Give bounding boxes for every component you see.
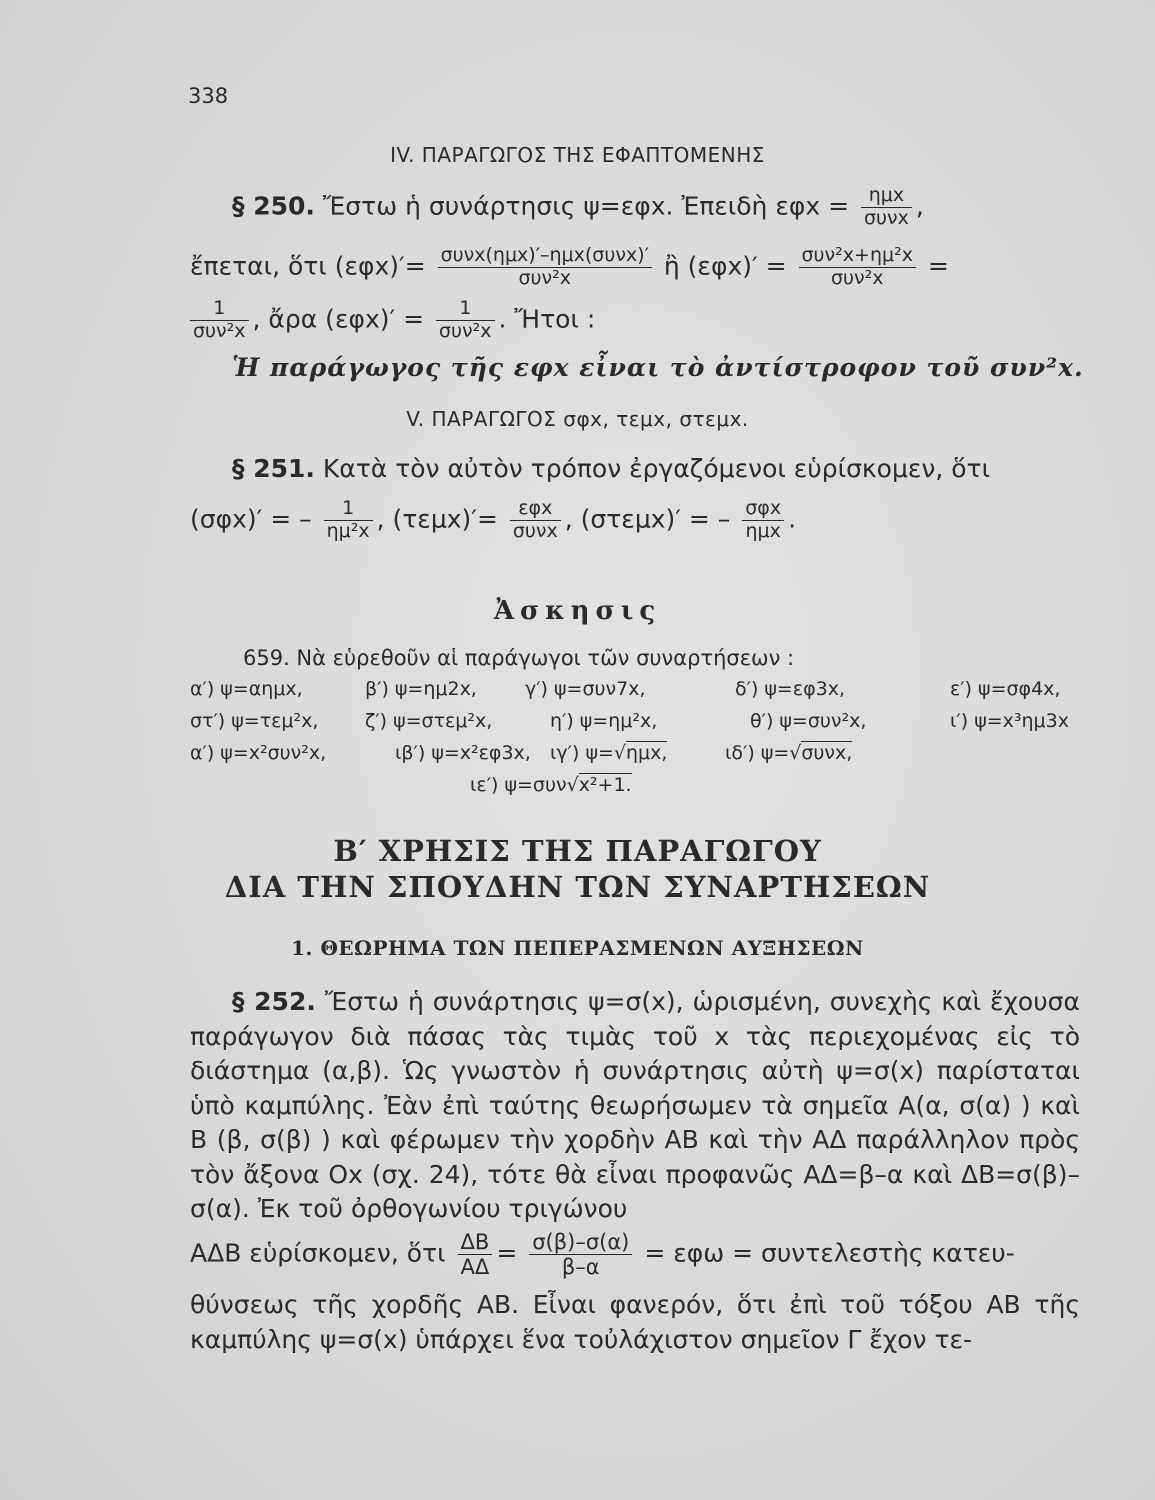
ex-a: α′) ψ=αημx, (190, 678, 303, 700)
sec-251-label: § 251. (232, 454, 315, 483)
theorem-statement: Ἡ παράγωγος τῆς εφx εἶναι τὸ ἀντίστροφον τοῦ συν²x. (232, 353, 1084, 382)
line3-mid: , ἄρα (εφx)′ = (252, 304, 425, 334)
sec-251-formulas (190, 498, 796, 543)
exercise-intro: 659. Νὰ εὑρεθοῦν αἱ παράγωγοι τῶν συναρτήσεων : (243, 646, 795, 670)
line2-eq: = (927, 251, 949, 281)
frac-sum-den: συν²x (830, 266, 884, 289)
ex-id-pre: ιδ′) ψ= (725, 742, 790, 764)
exercise-row-3 (190, 742, 852, 764)
ex-z: ζ′) ψ=στεμ²x, (365, 710, 493, 732)
line2-mid: ἢ (εφx)′ = (663, 251, 787, 281)
frac-csc-den: ημx (745, 519, 781, 542)
ex-id-radicand: συνx, (801, 742, 853, 764)
ex-ia: α′) ψ=x²συν²x, (190, 742, 327, 764)
sec-250-label: § 250. (232, 191, 315, 221)
frac-db-num: ΔΒ (458, 1230, 493, 1255)
frac-one-over-cos2 (190, 298, 249, 343)
frac-cot-num: 1 (324, 498, 373, 521)
frac-result (436, 298, 495, 343)
frac-quotient-num: συνx(ημx)′–ημx(συνx)′ (438, 245, 652, 268)
csc-pre: , (στεμx)′ = – (564, 504, 731, 534)
frac-one-num: 1 (190, 298, 249, 321)
frac-ad-den: ΑΔ (460, 1255, 490, 1280)
frac-tan-num: ημx (861, 185, 912, 208)
ex-ie-pre: ιε′) ψ=συν (470, 774, 567, 796)
sec-252-text2: θύνσεως τῆς χορδῆς ΑΒ. Εἶναι φανερόν, ὅτι ἐπὶ τοῦ τόξου ΑΒ τῆς καμπύλης ψ=σ(x) ὑπάρχει ἕνα τοὐλάχιστον σημεῖον Γ ἔχον τε- (190, 1290, 1080, 1354)
frac-cot-den: ημ²x (326, 519, 370, 542)
chapter-title-line2: ΔΙΑ ΤΗΝ ΣΠΟΥΔΗΝ ΤΩΝ ΣΥΝΑΡΤΗΣΕΩΝ (224, 870, 931, 904)
frac-slope (529, 1230, 632, 1279)
ex-st: στ′) ψ=τεμ²x, (190, 710, 319, 732)
ex-ig-radicand: ημx, (626, 742, 668, 764)
chapter-subtitle: 1. ΘΕΩΡΗΜΑ ΤΩΝ ΠΕΠΕΡΑΣΜΕΝΩΝ ΑΥΞΗΣΕΩΝ (291, 936, 864, 960)
exercise-row-4: ιε′) ψ=συν√x²+1. (470, 774, 632, 796)
sec-250-line1: § 250. Ἔστω ἡ συνάρτησις ψ=εφx. Ἐπειδὴ εφx = $\frac{\text{ημx}}{\text{συνx}}$ , (232, 184, 924, 229)
ex-e: ε′) ψ=σφ4x, (950, 678, 1061, 700)
eq-pre: ΑΔΒ εὑρίσκομεν, ὅτι (190, 1238, 446, 1268)
section-v-heading: V. ΠΑΡΑΓΩΓΟΣ σφx, τεμx, στεμx. (406, 407, 749, 431)
sec-252-text1: Ἔστω ἡ συνάρτησις ψ=σ(x), ὡρισμένη, συνεχὴς καὶ ἔχουσα παράγωγον διὰ πάσας τὰς τιμὰς τοῦ x τὰς περιεχομένας εἰς τὸ διάστημα (α,β). Ὡς γνωστὸν ἡ συνάρτησις αὐτὴ ψ=σ(x) παρίσταται ὑπὸ καμπύλης. Ἐὰν ἐπὶ ταύτης θεωρήσωμεν τὰ σημεῖα Α(α, σ(α) ) καὶ Β (β, σ(β) ) καὶ φέρωμεν τὴν χορδὴν ΑΒ καὶ τὴν ΑΔ παράλληλον πρὸς τὸν ἄξονα Οx (σχ. 24), τότε θὰ εἶναι προφανῶς ΑΔ=β–α καὶ ΔΒ=σ(β)–σ(α). Ἐκ τοῦ ὀρθογωνίου τριγώνου (190, 987, 1080, 1223)
frac-slope-num: σ(β)–σ(α) (529, 1230, 632, 1255)
sec-252-equation-line (190, 1230, 1015, 1279)
eq-equals: = (496, 1238, 518, 1268)
cot-pre: (σφx)′ = – (190, 504, 312, 534)
frac-sec (510, 498, 561, 543)
exercises-title: Ἀσκησις (493, 596, 662, 626)
sec-251-line1 (232, 454, 990, 483)
frac-slope-den: β–α (561, 1255, 600, 1280)
ex-ig: ιγ′) ψ=√ημx, (550, 742, 668, 764)
frac-result-den: συν²x (439, 319, 492, 342)
frac-csc (742, 498, 784, 543)
frac-sec-den: συνx (512, 519, 558, 542)
ex-ie-radicand: x²+1. (578, 774, 632, 796)
eq-post: = εφω = συντελεστὴς κατευ- (644, 1238, 1015, 1268)
ex-id: ιδ′) ψ=√συνx, (725, 742, 853, 764)
line2-pre: ἔπεται, ὅτι (εφx)′= (190, 251, 426, 281)
ex-ig-pre: ιγ′) ψ= (550, 742, 614, 764)
sec-250-line3 (190, 298, 595, 343)
sec-250-line2 (190, 245, 949, 290)
section-iv-heading: IV. ΠΑΡΑΓΩΓΟΣ ΤΗΣ ΕΦΑΠΤΟΜΕΝΗΣ (390, 143, 765, 167)
frac-result-num: 1 (436, 298, 495, 321)
ex-th: θ′) ψ=συν²x, (750, 710, 867, 732)
frac-one-den: συν²x (193, 319, 246, 342)
ex-i: ι′) ψ=x³ημ3x (950, 710, 1069, 732)
ex-c: γ′) ψ=συν7x, (525, 678, 646, 700)
chapter-title-line1: Β′ ΧΡΗΣΙΣ ΤΗΣ ΠΑΡΑΓΩΓΟΥ (333, 834, 822, 868)
sec-252-paragraph (190, 985, 1080, 1227)
frac-csc-num: σφx (742, 498, 784, 521)
frac-quotient-rule (438, 245, 652, 290)
sec-252-label: § 252. (232, 987, 316, 1016)
ex-h: η′) ψ=ημ²x, (550, 710, 658, 732)
exercise-row-2 (190, 710, 1069, 732)
frac-cot (324, 498, 373, 543)
ex-d: δ′) ψ=εφ3x, (735, 678, 846, 700)
sec-pre: , (τεμx)′= (376, 504, 498, 534)
sec-251-text: Κατὰ τὸν αὐτὸν τρόπον ἐργαζόμενοι εὑρίσκομεν, ὅτι (322, 454, 991, 483)
exercise-row-1 (190, 678, 1060, 700)
frac-sum-squares (799, 245, 916, 290)
line3-end: . Ἤτοι : (498, 304, 596, 334)
frac-tan-den: συνx (863, 206, 909, 229)
ex-ib: ιβ′) ψ=x²εφ3x, (395, 742, 531, 764)
page-number: 338 (188, 84, 229, 108)
frac-sec-num: εφx (510, 498, 561, 521)
frac-quotient-den: συν²x (518, 266, 572, 289)
ex-b: β′) ψ=ημ2x, (365, 678, 477, 700)
frac-db-ad (458, 1230, 493, 1279)
sec-250-text: Ἔστω ἡ συνάρτησις ψ=εφx. Ἐπειδὴ εφx = (322, 191, 850, 221)
frac-sum-num: συν²x+ημ²x (799, 245, 916, 268)
frac-tan-def (861, 185, 912, 230)
csc-end: . (788, 504, 797, 534)
